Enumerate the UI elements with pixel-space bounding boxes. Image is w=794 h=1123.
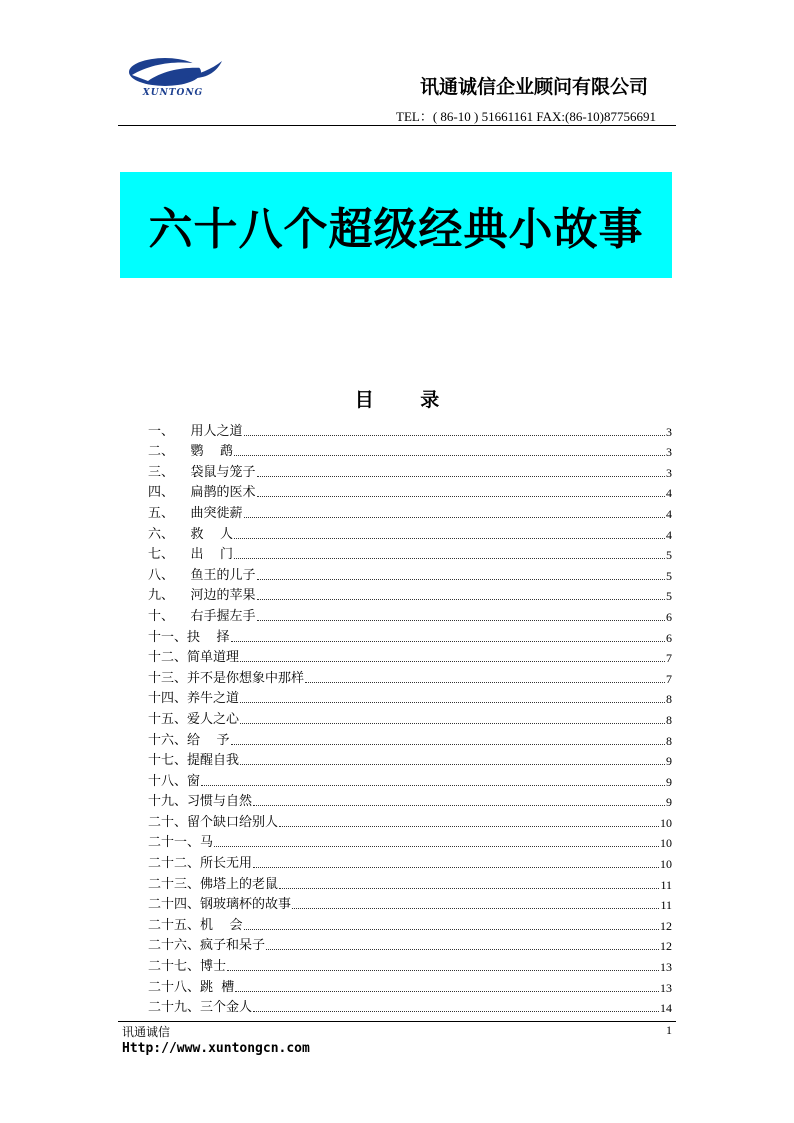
toc-leader-dots: [235, 990, 659, 992]
toc-leader-dots: [234, 537, 665, 539]
toc-entry-number: 二十一、: [148, 835, 201, 851]
toc-entry[interactable]: [148, 666, 672, 687]
toc-entry[interactable]: [148, 893, 672, 914]
toc-entry-page: 9: [666, 795, 672, 810]
swoosh-logo-icon: [118, 55, 228, 91]
toc-entry-title: 给 予: [187, 732, 230, 748]
toc-entry[interactable]: [148, 522, 672, 543]
toc-entry[interactable]: [148, 646, 672, 667]
toc-leader-dots: [257, 475, 665, 477]
toc-entry-page: 13: [660, 980, 672, 995]
title-banner: [120, 172, 672, 278]
toc-leader-dots: [231, 640, 665, 642]
toc-leader-dots: [279, 887, 659, 889]
toc-leader-dots: [240, 701, 665, 703]
toc-entry[interactable]: [148, 460, 672, 481]
toc-entry-number: 六、: [148, 526, 191, 542]
toc-entry-number: 十九、: [148, 794, 188, 810]
toc-entry[interactable]: [148, 543, 672, 564]
toc-entry-title: 抉 择: [187, 629, 230, 645]
toc-entry-number: 二十二、: [148, 856, 201, 872]
toc-entry-page: 13: [660, 960, 672, 975]
toc-entry-number: 一、: [148, 423, 191, 439]
toc-entry-page: 5: [666, 589, 672, 604]
toc-entry-number: 八、: [148, 567, 191, 583]
toc-entry-page: 10: [660, 815, 672, 830]
toc-entry-number: 三、: [148, 464, 191, 480]
toc-entry-number: 二十五、: [148, 917, 201, 933]
footer-company: 讯通诚信: [122, 1025, 171, 1039]
toc-leader-dots: [253, 1010, 659, 1012]
toc-entry-page: 10: [660, 836, 672, 851]
toc-entry-title: 三个金人: [200, 1000, 253, 1016]
toc-entry-page: 5: [666, 568, 672, 583]
toc-entry-page: 11: [660, 877, 672, 892]
toc-entry-page: 8: [666, 692, 672, 707]
toc-entry-title: 河边的苹果: [190, 588, 256, 604]
toc-entry[interactable]: [148, 687, 672, 708]
toc-leader-dots: [292, 907, 659, 909]
toc-entry-page: 3: [666, 445, 672, 460]
toc-leader-dots: [305, 681, 665, 683]
toc-leader-dots: [244, 928, 659, 930]
footer-divider: [118, 1021, 676, 1022]
toc-entry-page: 4: [666, 486, 672, 501]
toc-leader-dots: [253, 804, 665, 806]
toc-entry[interactable]: [148, 934, 672, 955]
toc-leader-dots: [234, 454, 665, 456]
toc-entry-page: 9: [666, 754, 672, 769]
toc-entry-title: 窗: [187, 773, 201, 789]
toc-entry[interactable]: [148, 954, 672, 975]
toc-leader-dots: [266, 948, 659, 950]
toc-entry-number: 二十、: [148, 814, 188, 830]
toc-entry-title: 扁鹊的医术: [190, 485, 256, 501]
toc-entry-number: 十七、: [148, 753, 188, 769]
toc-leader-dots: [231, 743, 665, 745]
toc-leader-dots: [234, 557, 665, 559]
toc-entry-page: 8: [666, 712, 672, 727]
toc-entry-page: 7: [666, 651, 672, 666]
toc-entry-number: 十四、: [148, 691, 188, 707]
toc-entry-title: 养牛之道: [187, 691, 240, 707]
toc-entry-title: 留个缺口给别人: [187, 814, 279, 830]
toc-leader-dots: [201, 784, 665, 786]
toc-heading: 目 录: [354, 389, 440, 411]
toc-entry[interactable]: [148, 872, 672, 893]
toc-leader-dots: [240, 763, 665, 765]
footer-url[interactable]: Http://www.xuntongcn.com: [122, 1041, 310, 1056]
toc-entry-title: 机 会: [200, 917, 243, 933]
toc-leader-dots: [257, 619, 665, 621]
contact-info: TEL：( 86-10 ) 51661161 FAX:(86-10)87756691: [396, 109, 656, 124]
toc-entry-title: 用人之道: [190, 423, 243, 439]
toc-entry-title: 袋鼠与笼子: [190, 464, 256, 480]
toc-entry-number: 二十三、: [148, 876, 201, 892]
toc-entry-number: 二十六、: [148, 938, 201, 954]
toc-entry-title: 鹦 鹉: [190, 444, 234, 460]
toc-entry[interactable]: [148, 769, 672, 790]
toc-entry-number: 十五、: [148, 711, 188, 727]
toc-entry-number: 二、: [148, 444, 191, 460]
toc-leader-dots: [257, 598, 665, 600]
document-title: 六十八个超级经典小故事: [148, 204, 644, 255]
toc-entry-title: 救 人: [190, 526, 234, 542]
toc-entry-number: 二十八、: [148, 979, 201, 995]
toc-entry[interactable]: [148, 604, 672, 625]
toc-entry-title: 马: [200, 835, 214, 851]
toc-entry[interactable]: [148, 481, 672, 502]
toc-entry-title: 并不是你想象中那样: [187, 670, 305, 686]
toc-entry-number: 十六、: [148, 732, 188, 748]
toc-entry-page: 12: [660, 939, 672, 954]
toc-entry-number: 四、: [148, 485, 191, 501]
toc-entry-page: 10: [660, 857, 672, 872]
toc-leader-dots: [214, 845, 659, 847]
toc-leader-dots: [240, 660, 665, 662]
toc-leader-dots: [279, 825, 659, 827]
toc-entry[interactable]: [148, 563, 672, 584]
toc-entry-title: 简单道理: [187, 650, 240, 666]
toc-entry-page: 11: [660, 898, 672, 913]
page-number: 1: [666, 1023, 672, 1037]
toc-entry[interactable]: [148, 419, 672, 440]
toc-entry-number: 二十七、: [148, 959, 201, 975]
toc-entry-title: 鱼王的儿子: [190, 567, 256, 583]
toc-entry[interactable]: [148, 913, 672, 934]
toc-leader-dots: [253, 866, 659, 868]
toc-entry-title: 跳 槽: [200, 979, 235, 995]
toc-entry-page: 7: [666, 671, 672, 686]
toc-entry-number: 十、: [148, 608, 191, 624]
toc-entry-page: 4: [666, 506, 672, 521]
toc-entry[interactable]: [148, 810, 672, 831]
toc-entry[interactable]: [148, 831, 672, 852]
toc-entry-title: 钢玻璃杯的故事: [200, 897, 292, 913]
toc-entry-number: 七、: [148, 547, 191, 563]
toc-entry-title: 右手握左手: [190, 608, 256, 624]
toc-entry[interactable]: [148, 707, 672, 728]
toc-leader-dots: [257, 578, 665, 580]
toc-entry[interactable]: [148, 790, 672, 811]
toc-entry-page: 4: [666, 527, 672, 542]
toc-entry[interactable]: [148, 440, 672, 461]
toc-entry-page: 8: [666, 733, 672, 748]
toc-leader-dots: [240, 722, 665, 724]
toc-entry[interactable]: [148, 749, 672, 770]
toc-entry-page: 5: [666, 548, 672, 563]
toc-entry-title: 提醒自我: [187, 753, 240, 769]
toc-entry[interactable]: [148, 851, 672, 872]
toc-entry-number: 五、: [148, 505, 191, 521]
toc-entry-number: 十一、: [148, 629, 188, 645]
toc-leader-dots: [244, 516, 665, 518]
toc-entry-title: 爱人之心: [187, 711, 240, 727]
company-name: 讯通诚信企业顾问有限公司: [419, 76, 648, 98]
toc-entry-page: 14: [660, 1001, 672, 1016]
toc-leader-dots: [227, 969, 659, 971]
toc-entry-number: 十二、: [148, 650, 188, 666]
toc-entry-title: 疯子和呆子: [200, 938, 266, 954]
toc-entry-page: 12: [660, 918, 672, 933]
toc-entry-title: 曲突徙薪: [190, 505, 243, 521]
toc-entry-page: 6: [666, 630, 672, 645]
table-of-contents: [148, 419, 672, 1016]
toc-entry-title: 出 门: [190, 547, 234, 563]
toc-entry[interactable]: [148, 584, 672, 605]
toc-entry-page: 6: [666, 609, 672, 624]
toc-entry-page: 3: [666, 424, 672, 439]
toc-entry-title: 所长无用: [200, 856, 253, 872]
toc-entry[interactable]: [148, 728, 672, 749]
toc-entry[interactable]: [148, 996, 672, 1017]
logo-text: XUNTONG: [142, 88, 204, 98]
toc-entry[interactable]: [148, 975, 672, 996]
toc-entry-page: 3: [666, 465, 672, 480]
toc-leader-dots: [257, 495, 665, 497]
toc-entry[interactable]: [148, 625, 672, 646]
toc-entry-title: 博士: [200, 959, 227, 975]
toc-entry[interactable]: [148, 501, 672, 522]
toc-entry-title: 佛塔上的老鼠: [200, 876, 279, 892]
toc-entry-number: 九、: [148, 588, 191, 604]
toc-leader-dots: [244, 434, 665, 436]
toc-entry-number: 二十九、: [148, 1000, 201, 1016]
toc-entry-number: 十三、: [148, 670, 188, 686]
toc-entry-number: 二十四、: [148, 897, 201, 913]
toc-entry-title: 习惯与自然: [187, 794, 253, 810]
header-divider: [118, 125, 676, 126]
toc-entry-page: 9: [666, 774, 672, 789]
toc-entry-number: 十八、: [148, 773, 188, 789]
